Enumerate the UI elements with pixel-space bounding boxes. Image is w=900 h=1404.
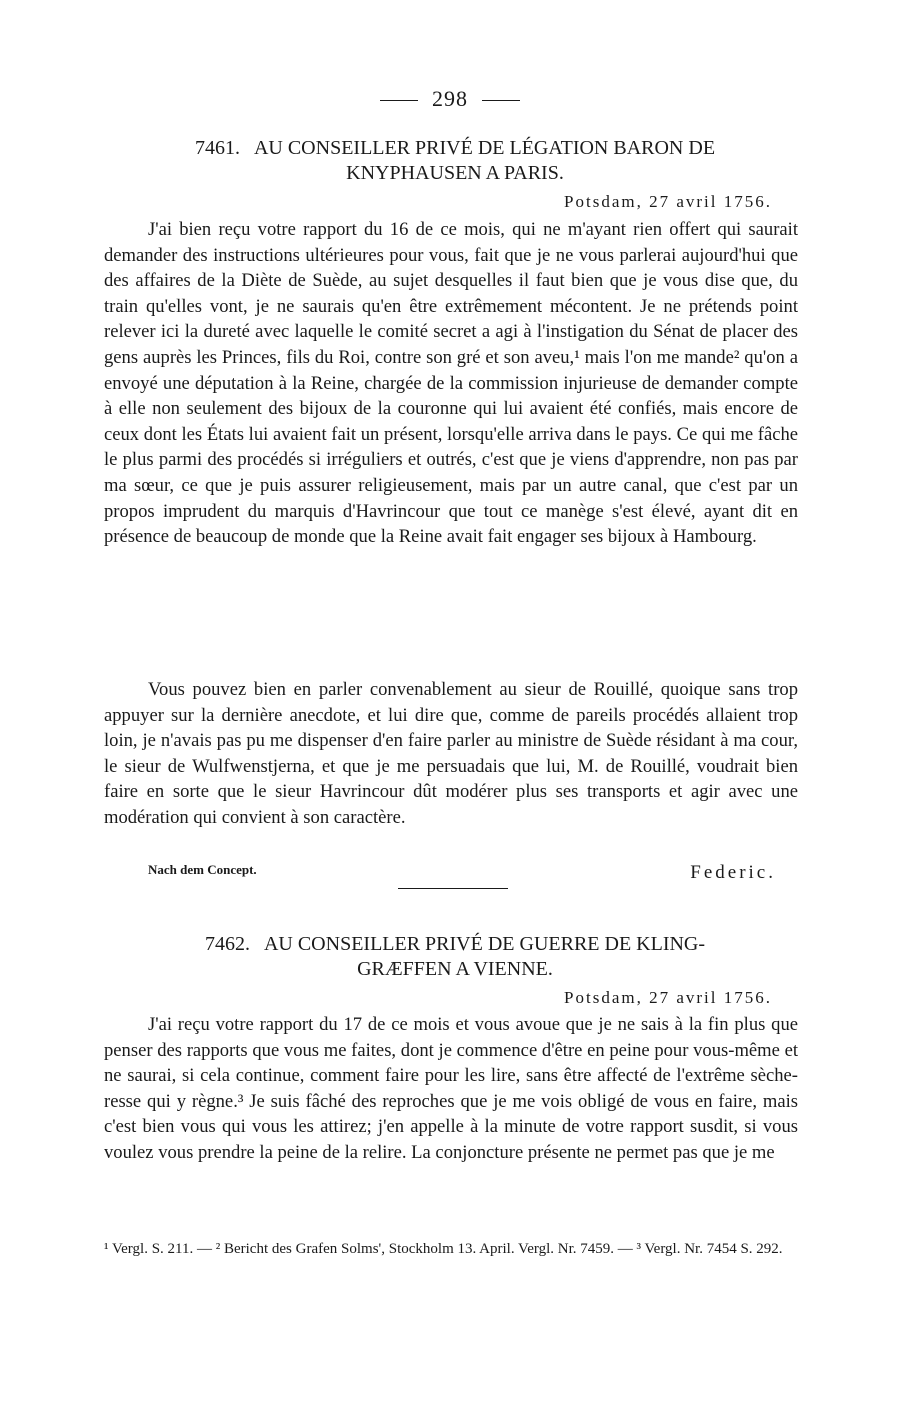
letter-heading — [130, 932, 780, 982]
header-dash-right — [482, 100, 520, 101]
letter-paragraph: Vous pouvez bien en parler convenablement au sieur de Rouillé, quoique sans trop appuyer sur la dernière anecdote, et lui dire que, comme de pareils procédés allaient trop loin, je n'avais pas pu me dispenser d'en faire parler au ministre de Suède résidant à ma cour, le sieur de Wulfwenstjerna, et que je me persuadais que lui, M. de Rouillé, voudrait bien faire en sorte que le sieur Havrincour dût modérer plus ses transports et agir avec une modération qui convient à son caractère. — [104, 679, 798, 828]
heading-line-2: GRÆFFEN A VIENNE. — [357, 958, 553, 980]
page-header — [0, 86, 900, 112]
dateline: Potsdam, 27 avril 1756. — [564, 192, 772, 211]
footnotes: ¹ Vergl. S. 211. — ² Bericht des Grafen Solms', Stockholm 13. April. Vergl. Nr. 7459. — ³ Vergl. Nr. 7454 S. 292. — [104, 1241, 783, 1257]
heading-line-2: KNYPHAUSEN A PARIS. — [346, 162, 564, 184]
header-dash-left — [380, 100, 418, 101]
letter-number: 7461. — [194, 137, 240, 159]
heading-line-1: AU CONSEILLER PRIVÉ DE LÉGATION BARON DE — [253, 137, 716, 159]
dateline: Potsdam, 27 avril 1756. — [564, 988, 772, 1007]
letter-paragraph: J'ai bien reçu votre rapport du 16 de ce mois, qui ne m'ayant rien offert qui saurait demander des instructions ultérieures pour vous, fait que je ne vous parlerai aujourd'hui que des affaires de la Diète de Suède, au sujet desquelles il faut bien que je vous dise que, du train qu'elles vont, je ne saurais qu'en être extrêmement mécontent. Je ne prétends point relever ici la dureté avec laquelle le comité secret a agi à l'instigation du Sénat de placer des gens auprès les Princes, fils du Roi, contre son gré et son aveu,¹ mais l'on me mande² qu'on a envoyé une députation à la Reine, chargée de la commission injurieuse de demander compte à elle non seulement des bijoux de la couronne qui lui avaient été confiés, mais encore de ceux dont les États lui avaient fait un présent, lorsqu'elle arriva dans le pays. Ce qui me fâche le plus parmi des procédés si irréguliers et outrés, c'est que je viens d'apprendre, non pas par ma sœur, ce que je puis assurer religieusement, mais par un autre canal, que c'est par un propos imprudent du marquis d'Havrincour que tout ce manège s'est élevé, ayant dit en présence de beaucoup de monde que la Reine avait fait engager ses bijoux à Hambourg. — [104, 219, 798, 548]
page-number: 298 — [432, 86, 468, 111]
letter-paragraph: J'ai reçu votre rapport du 17 de ce mois et vous avoue que je ne sais à la fin plus que penser des rapports que vous me faites, dont je commence d'être en peine pour vous-même et ne saurai, si cela continue, comment faire pour les lire, sans être affecté de l'extrême sècheresse qui y règne.³ Je suis fâché des reproches que je me vois obligé de vous en faire, mais c'est bien vous qui vous les attirez; j'en appelle à la minute de votre rapport susdit, si vous voulez vous prendre la peine de la relire. La conjoncture présente ne permet pas que je me — [104, 1014, 798, 1163]
section-divider — [398, 888, 508, 889]
signature: Federic. — [690, 862, 776, 883]
source-note: Nach dem Concept. — [148, 862, 257, 877]
letter-number: 7462. — [204, 933, 250, 955]
heading-line-1: AU CONSEILLER PRIVÉ DE GUERRE DE KLING- — [263, 933, 706, 955]
letter-heading — [130, 136, 780, 186]
